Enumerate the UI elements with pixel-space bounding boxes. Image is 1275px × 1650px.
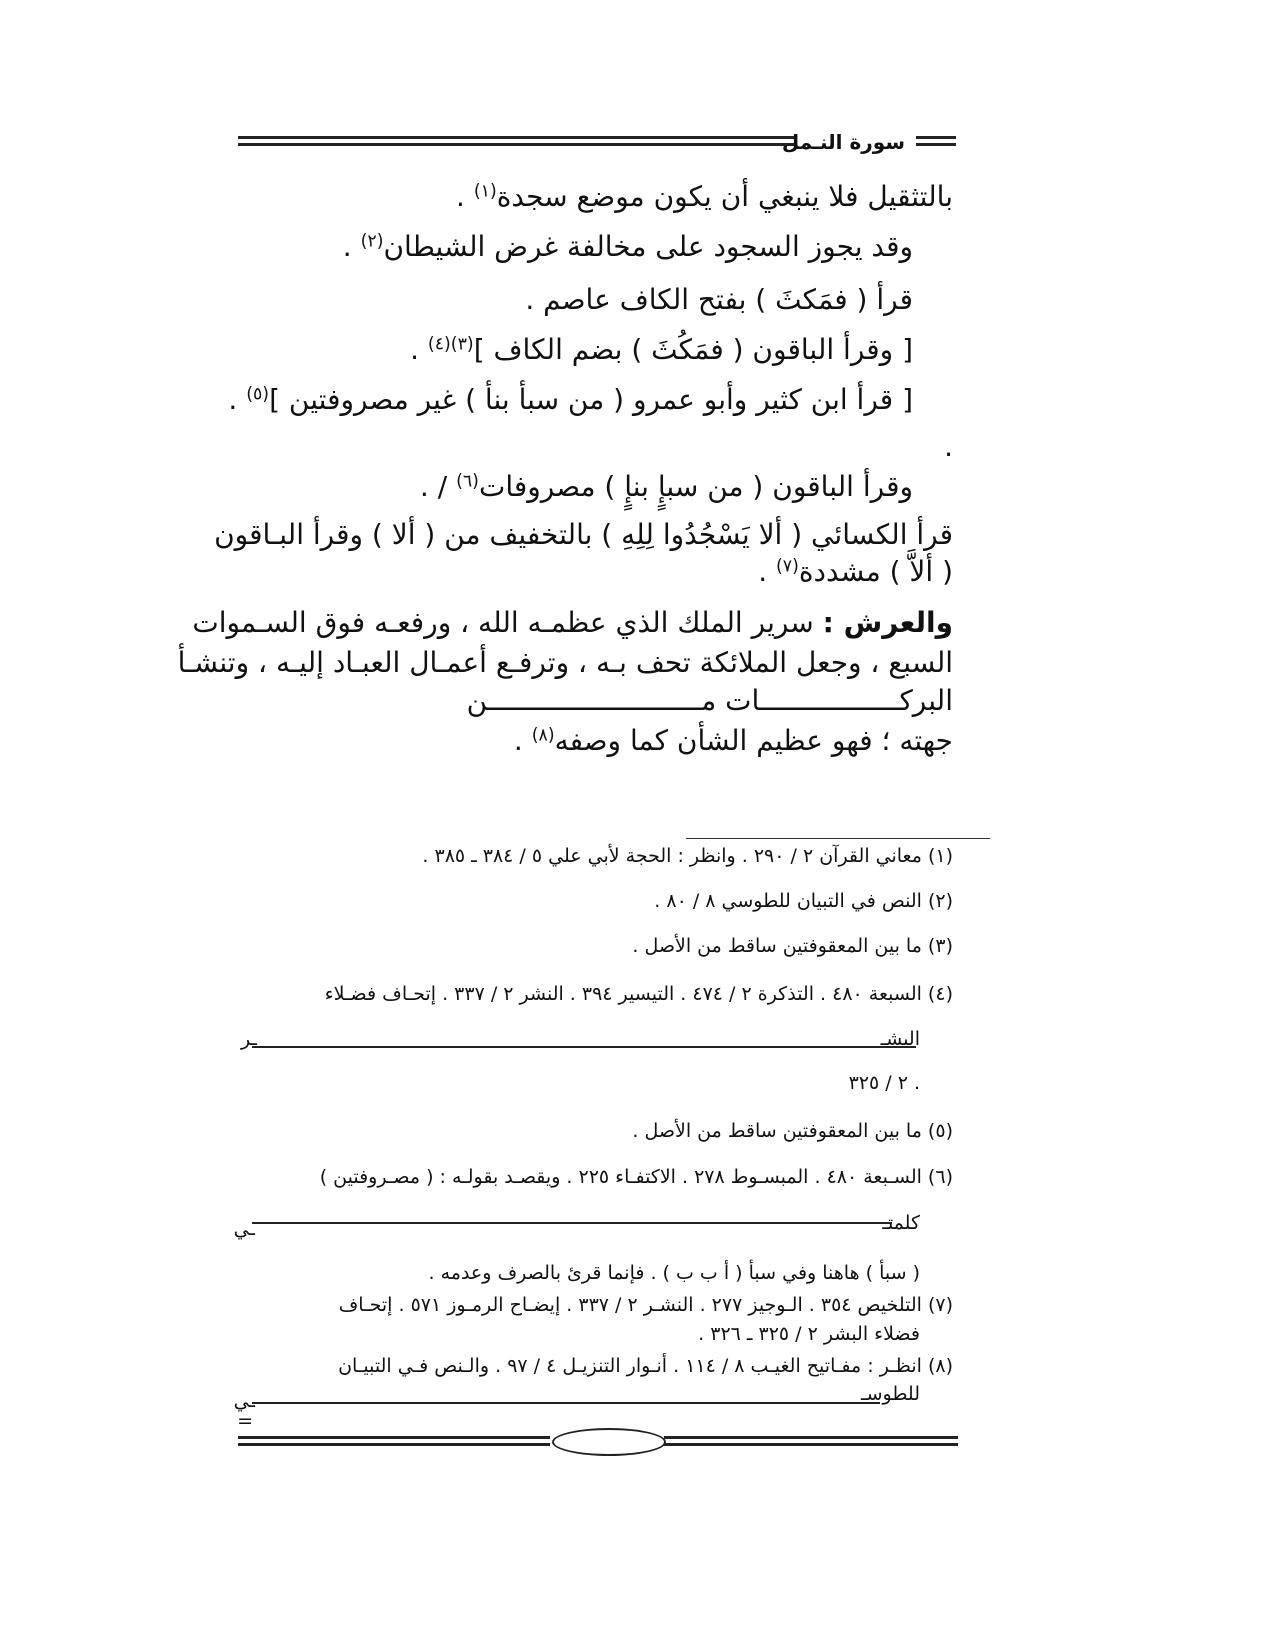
main-line-dot: .: [944, 430, 953, 463]
footnote-8: (٨) انظـر : مفـاتيح الغيـب ٨ / ١١٤ . أنـوار التنزيـل ٤ / ٩٧ . والـنص فـي التبيـان: [338, 1355, 953, 1377]
main-line-11: البركـــــــــــــــــات مــــــــــــــــــــــــــن: [466, 684, 953, 717]
main-line-4: [ وقرأ الباقون ( فمَكُثَ ) بضم الكاف ]$^{(٣)(٤)}$ .: [410, 333, 913, 366]
footnote-5: (٥) ما بين المعقوفتين ساقط من الأصل .: [632, 1120, 953, 1142]
footnote-4-kashida: [252, 1046, 916, 1048]
header-rule-left: [238, 136, 794, 146]
footnote-6-kashida: [252, 1222, 892, 1224]
main-line-8: ( ألاَّ ) مشددة$^{(٧)}$ .: [758, 555, 953, 588]
main-line-6: وقرأ الباقون ( من سبإٍ بنإٍ ) مصروفات$^{(٦)}$ / .: [419, 470, 913, 503]
main-line-10: السبع ، وجعل الملائكة تحف بـه ، وترفـع أعمـال العبـاد إليـه ، وتنشـأ: [177, 646, 953, 679]
footnote-6-word-end: ـي: [233, 1218, 255, 1240]
main-line-9: والعرش : سرير الملك الذي عظمـه الله ، ورفعـه فوق السـموات: [192, 606, 953, 639]
footnote-ref-1: (١): [473, 181, 497, 202]
main-line-7: قرأ الكسائي ( ألا يَسْجُدُوا لِلِهِ ) بالتخفيف من ( ألا ) وقرأ البـاقون: [214, 518, 953, 551]
footnote-4: (٤) السبعة ٤٨٠ . التذكرة ٢ / ٤٧٤ . التيسير ٣٩٤ . النشر ٢ / ٣٣٧ . إتحـاف فضـلاء: [324, 983, 953, 1005]
footer-rule-right: [664, 1436, 958, 1446]
footnote-6-cont: ( سبأ ) هاهنا وفي سبأ ( أ ب ب ) . فإنما قرئ بالصرف وعدمه .: [428, 1262, 920, 1284]
footnote-ref-3-4: (٣)(٤): [427, 334, 474, 355]
footnote-8-kashida: [252, 1402, 880, 1404]
footnote-ref-8: (٨): [531, 725, 555, 746]
header-rule-right: [916, 136, 956, 146]
footnote-6-word-start: كلمتـ: [882, 1212, 920, 1234]
footnote-4-word-start: البشـ: [880, 1028, 920, 1050]
footnote-ref-6: (٦): [456, 471, 479, 492]
main-line-12: جهته ؛ فهو عظيم الشأن كما وصفه$^{(٨)}$ .: [513, 724, 953, 757]
main-line-1: بالتثقيل فلا ينبغي أن يكون موضع سجدة$^{(١)}$ .: [456, 180, 953, 213]
footnote-4-cont: ٢ / ٣٢٥ .: [848, 1072, 920, 1094]
footnote-ref-7: (٧): [776, 556, 799, 577]
footnote-ref-2: (٢): [360, 231, 384, 252]
page-title: سورة النـمل: [781, 130, 905, 154]
footnote-separator: [686, 838, 990, 839]
footnote-3: (٣) ما بين المعقوفتين ساقط من الأصل .: [632, 935, 953, 957]
term-alarsh: والعرش :: [822, 606, 953, 639]
footnote-8-mark: =: [237, 1410, 253, 1432]
main-line-2: وقد يجوز السجود على مخالفة غرض الشيطان$^{(٢)}$ .: [342, 230, 913, 263]
footnote-8-word-start: للطوسـ: [861, 1383, 920, 1405]
footnote-ref-5: (٥): [246, 384, 270, 405]
page-number-oval: [552, 1428, 666, 1456]
footnote-8-word-end: ـي: [233, 1390, 255, 1412]
main-line-5: [ قرأ ابن كثير وأبو عمرو ( من سبأ بنأ ) غير مصروفتين ]$^{(٥)}$ .: [228, 383, 913, 416]
footnote-7: (٧) التلخيص ٣٥٤ . الـوجيز ٢٧٧ . النشـر ٢ / ٣٣٧ . إيضـاح الرمـوز ٥٧١ . إتحـاف: [338, 1294, 953, 1316]
main-line-3: قرأ ( فمَكثَ ) بفتح الكاف عاصم .: [525, 283, 913, 316]
footnote-4-word-end: ـر: [240, 1028, 257, 1050]
footnote-2: (٢) النص في التبيان للطوسي ٨ / ٨٠ .: [654, 890, 953, 912]
footnote-1: (١) معاني القرآن ٢ / ٢٩٠ . وانظر : الحجة لأبي علي ٥ / ٣٨٤ ـ ٣٨٥ .: [422, 845, 953, 867]
footer-rule-left: [238, 1436, 550, 1446]
footnote-7-cont: فضلاء البشر ٢ / ٣٢٥ ـ ٣٢٦ .: [698, 1323, 920, 1345]
footnote-6: (٦) السـبعة ٤٨٠ . المبسـوط ٢٧٨ . الاكتفـاء ٢٢٥ . ويقصـد بقولـه : ( مصـروفتين ): [319, 1166, 953, 1188]
